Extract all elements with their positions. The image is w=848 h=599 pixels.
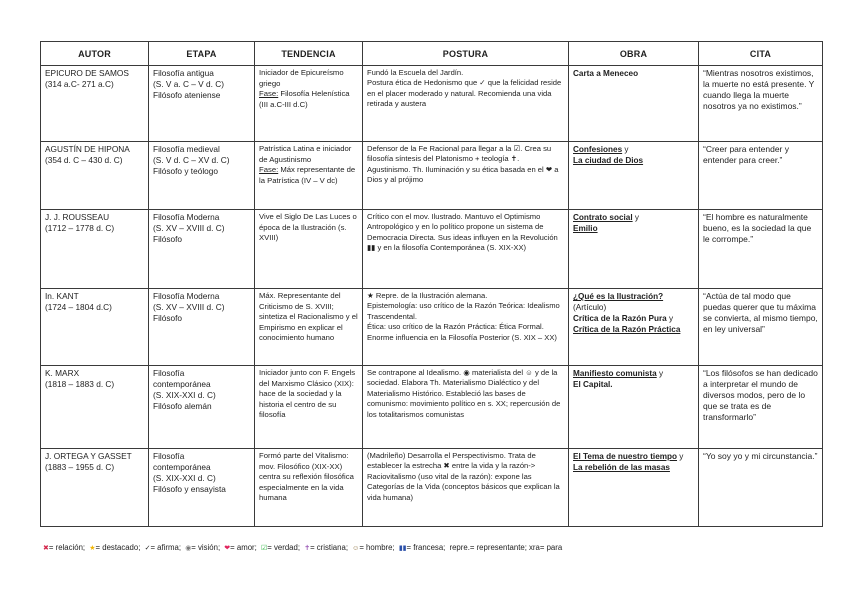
header-autor: AUTOR	[41, 42, 149, 66]
etapa-cell	[149, 66, 255, 142]
autor-name: J. ORTEGA Y GASSET	[45, 451, 132, 461]
cita-cell	[699, 449, 823, 527]
autor-cell	[41, 289, 149, 366]
checkbox-icon: ☑	[261, 545, 268, 552]
obra-cell	[569, 289, 699, 366]
legend-item-french	[399, 543, 446, 552]
cita-text: “Actúa de tal modo que puedas querer que tu máxima se convierta, al mismo tiempo, en ley universal”	[703, 291, 818, 334]
postura-cell	[363, 210, 569, 289]
etapa-line: (S. XIX-XXI d. C)	[153, 390, 216, 400]
etapa-line: Filosofía Moderna	[153, 291, 220, 301]
legend-text: = francesa;	[406, 543, 446, 552]
legend-item-relation	[43, 543, 85, 552]
header-row	[41, 42, 823, 66]
fase-label: Fase:	[259, 89, 279, 99]
legend-text: repre.= representante; xra= para	[449, 543, 563, 552]
etapa-cell	[149, 142, 255, 210]
postura-cell	[363, 66, 569, 142]
etapa-line: (S. V d. C – XV d. C)	[153, 155, 230, 165]
legend-text: = verdad;	[267, 543, 301, 552]
obra-title: Carta a Meneceo	[573, 69, 639, 78]
etapa-line: Filósofo	[153, 313, 183, 323]
legend-text: = amor;	[230, 543, 257, 552]
autor-cell	[41, 449, 149, 527]
obra-cell	[569, 66, 699, 142]
eye-icon: ◉	[185, 545, 192, 552]
etapa-line: contemporánea	[153, 462, 211, 472]
autor-dates: (1712 – 1778 d. C)	[45, 222, 115, 233]
etapa-cell	[149, 366, 255, 449]
obra-title: Crítica de la Razón Práctica	[573, 325, 681, 334]
obra-title: Confesiones	[573, 145, 623, 154]
autor-dates: (1818 – 1883 d. C)	[45, 378, 115, 389]
etapa-line: (S. XV – XVIII d. C)	[153, 302, 225, 312]
cita-cell	[699, 289, 823, 366]
header-tendencia: TENDENCIA	[255, 42, 363, 66]
table-row	[41, 449, 823, 527]
postura-text: Ética: uso crítico de la Razón Práctica: Ética Formal. Enorme influencia en la Filosofía Posterior (S. XIX – XX)	[367, 322, 557, 342]
tendencia-cell	[255, 66, 363, 142]
postura-text: Epistemología: uso crítico de la Razón Teórica: Idealismo Trascendental.	[367, 301, 560, 321]
tendencia-text: Formó parte del Vitalismo: mov. Filosófico (XIX-XX) centra su reflexión filosófica especialmente en la vida humana	[259, 451, 354, 503]
autor-dates: (1883 – 1955 d. C)	[45, 461, 115, 472]
postura-text: Crítico con el mov. Ilustrado. Mantuvo el Optimismo Antropológico y en lo político propone un sistema de Democracia Directa. Sus ideas influyen en la Revolución ▮▮ y en la filosofía Contemporánea (S. XIX-XX)	[367, 212, 558, 253]
legend-item-love	[224, 543, 257, 552]
header-etapa: ETAPA	[149, 42, 255, 66]
table-row	[41, 366, 823, 449]
tendencia-text: Iniciador junto con F. Engels del Marxismo Clásico (XIX): hace de la sociedad y la historia el centro de su filosofía	[259, 368, 356, 420]
obra-title: ¿Qué es la Ilustración?	[573, 292, 664, 301]
etapa-line: Filosofía medieval	[153, 144, 220, 154]
obra-title: Manifiesto comunista	[573, 369, 657, 378]
french-flag-icon: ▮▮	[398, 545, 407, 552]
autor-dates: (1724 – 1804 d.C)	[45, 301, 112, 312]
tendencia-text: Máx. Representante del Criticismo de S. XVIII; sintetiza el Racionalismo y el Empirismo en explicar el conocimiento humano	[259, 291, 358, 343]
check-icon: ✓	[144, 545, 151, 552]
autor-cell	[41, 142, 149, 210]
etapa-line: Filósofo ateniense	[153, 90, 221, 100]
etapa-line: Filosofía antigua	[153, 68, 214, 78]
obra-conj: y	[677, 452, 684, 461]
postura-cell	[363, 366, 569, 449]
obra-cell	[569, 210, 699, 289]
legend-text: = hombre;	[359, 543, 395, 552]
autor-cell	[41, 66, 149, 142]
postura-cell	[363, 289, 569, 366]
obra-title: Emilio	[573, 224, 598, 233]
tendencia-text: Vive el Siglo De Las Luces o época de la Ilustración (s. XVIII)	[259, 212, 357, 243]
etapa-line: Filósofo	[153, 234, 183, 244]
tendencia-text: Iniciador de Epicureísmo griego	[259, 68, 344, 88]
table-row	[41, 142, 823, 210]
obra-cell	[569, 366, 699, 449]
obra-title: El Tema de nuestro tiempo	[573, 452, 678, 461]
table-row	[41, 210, 823, 289]
etapa-cell	[149, 449, 255, 527]
etapa-line: Filosofía Moderna	[153, 212, 220, 222]
tendencia-cell	[255, 366, 363, 449]
cross-icon: ✝	[304, 545, 311, 552]
header-cita: CITA	[699, 42, 823, 66]
table-row	[41, 66, 823, 142]
legend-item-vision	[185, 543, 220, 552]
obra-conj: y	[666, 314, 674, 323]
obra-conj: y	[656, 369, 664, 378]
cita-text: “Yo soy yo y mi circunstancia.”	[703, 451, 818, 461]
postura-cell	[363, 142, 569, 210]
obra-title: La ciudad de Dios	[573, 156, 644, 165]
emoji-legend	[43, 543, 564, 553]
table-row	[41, 289, 823, 366]
autor-cell	[41, 210, 149, 289]
postura-text: Postura ética de Hedonismo que ✓ que la felicidad reside en el placer moderado y natural. Recomienda una vida retirada y austera	[367, 78, 562, 109]
cita-cell	[699, 366, 823, 449]
postura-text: Se contrapone al Idealismo. ◉ materialista del ☺ y de la sociedad. Elabora Th. Materialismo Dialéctico y del Materialismo Histórico. Estableció las bases de comunismo: movimiento político en s. XX; repercusión de los totalitarismos comunistas	[367, 368, 561, 419]
tendencia-cell	[255, 289, 363, 366]
autor-name: In. KANT	[45, 291, 79, 301]
autor-name: EPICURO DE SAMOS	[45, 68, 129, 78]
cita-cell	[699, 66, 823, 142]
obra-title: La rebelión de las masas	[573, 463, 670, 472]
autor-name: J. J. ROUSSEAU	[45, 212, 110, 222]
postura-cell	[363, 449, 569, 527]
autor-name: K. MARX	[45, 368, 80, 378]
legend-text: = relación;	[48, 543, 86, 552]
obra-conj: y	[622, 145, 629, 154]
tendencia-text: Patrística Latina e iniciador de Agustinismo	[259, 144, 352, 164]
autor-cell	[41, 366, 149, 449]
etapa-line: Filósofo alemán	[153, 401, 212, 411]
legend-item-man	[352, 543, 394, 552]
legend-text: = visión;	[191, 543, 221, 552]
cita-cell	[699, 142, 823, 210]
star-icon: ★	[89, 545, 96, 552]
obra-conj: y	[632, 213, 639, 222]
postura-text: (Madrileño) Desarrolla el Perspectivismo. Trata de establecer la estrecha ✖ entre la vida y la razón-> Raciovitalismo (uso vital de la razón): expone las Categorías de la Vida (conceptos básicos que explican la vida humana)	[367, 451, 560, 502]
legend-item-highlight	[89, 543, 140, 552]
etapa-line: contemporánea	[153, 379, 211, 389]
tendencia-cell	[255, 449, 363, 527]
etapa-line: Filósofo y ensayista	[153, 484, 226, 494]
legend-item-christian	[304, 543, 348, 552]
cita-text: “Creer para entender y entender para creer.”	[703, 144, 789, 165]
etapa-line: (S. XV – XVIII d. C)	[153, 223, 225, 233]
obra-note: (Artículo)	[573, 303, 607, 312]
legend-item-truth	[261, 543, 300, 552]
fase-text: Filosofía Helenística (III a.C-III d.C)	[259, 89, 350, 109]
obra-title: Crítica de la Razón Pura	[573, 314, 667, 323]
cita-cell	[699, 210, 823, 289]
cita-text: “Los filósofos se han dedicado a interpretar el mundo de diversos modos, pero de lo que se trata es de transformarlo”	[703, 368, 818, 422]
etapa-cell	[149, 289, 255, 366]
face-icon: ☺	[352, 545, 360, 552]
etapa-line: Filósofo y teólogo	[153, 166, 219, 176]
obra-cell	[569, 142, 699, 210]
autor-name: AGUSTÍN DE HIPONA	[45, 144, 130, 154]
fase-label: Fase:	[259, 165, 279, 175]
tendencia-cell	[255, 210, 363, 289]
etapa-line: (S. XIX-XXI d. C)	[153, 473, 216, 483]
heart-icon: ❤	[224, 545, 231, 552]
legend-text: = afirma;	[150, 543, 182, 552]
legend-text: = destacado;	[95, 543, 141, 552]
postura-text: Fundó la Escuela del Jardín.	[367, 68, 464, 77]
header-obra: OBRA	[569, 42, 699, 66]
etapa-cell	[149, 210, 255, 289]
postura-text: Defensor de la Fe Racional para llegar a la ☑. Crea su filosofía síntesis del Platonismo + teología ✝. Agustinismo. Th. Iluminación y su ética basada en el ❤ a Dios y al prójimo	[367, 144, 559, 185]
autor-dates: (314 a.C- 271 a.C)	[45, 78, 114, 89]
etapa-line: Filosofía	[153, 368, 185, 378]
philosophers-table	[40, 41, 823, 527]
etapa-line: Filosofía	[153, 451, 185, 461]
etapa-line: (S. V a. C – V d. C)	[153, 79, 225, 89]
autor-dates: (354 d. C – 430 d. C)	[45, 154, 123, 165]
obra-cell	[569, 449, 699, 527]
obra-title: El Capital.	[573, 380, 613, 389]
relation-icon: ✖	[43, 545, 49, 552]
cita-text: “El hombre es naturalmente bueno, es la sociedad la que le corrompe.”	[703, 212, 812, 244]
fase-text: Máx representante de la Patrística (IV – V dc)	[259, 165, 356, 185]
header-postura: POSTURA	[363, 42, 569, 66]
obra-title: Contrato social	[573, 213, 633, 222]
legend-item-abbrev	[450, 543, 563, 552]
cita-text: “Mientras nosotros existimos, la muerte no está presente. Y cuando llega la muerte nosotros ya no existimos.”	[703, 68, 815, 111]
legend-item-affirm	[145, 543, 181, 552]
legend-text: = cristiana;	[310, 543, 348, 552]
tendencia-cell	[255, 142, 363, 210]
postura-text: ★ Repre. de la Ilustración alemana.	[367, 291, 488, 300]
